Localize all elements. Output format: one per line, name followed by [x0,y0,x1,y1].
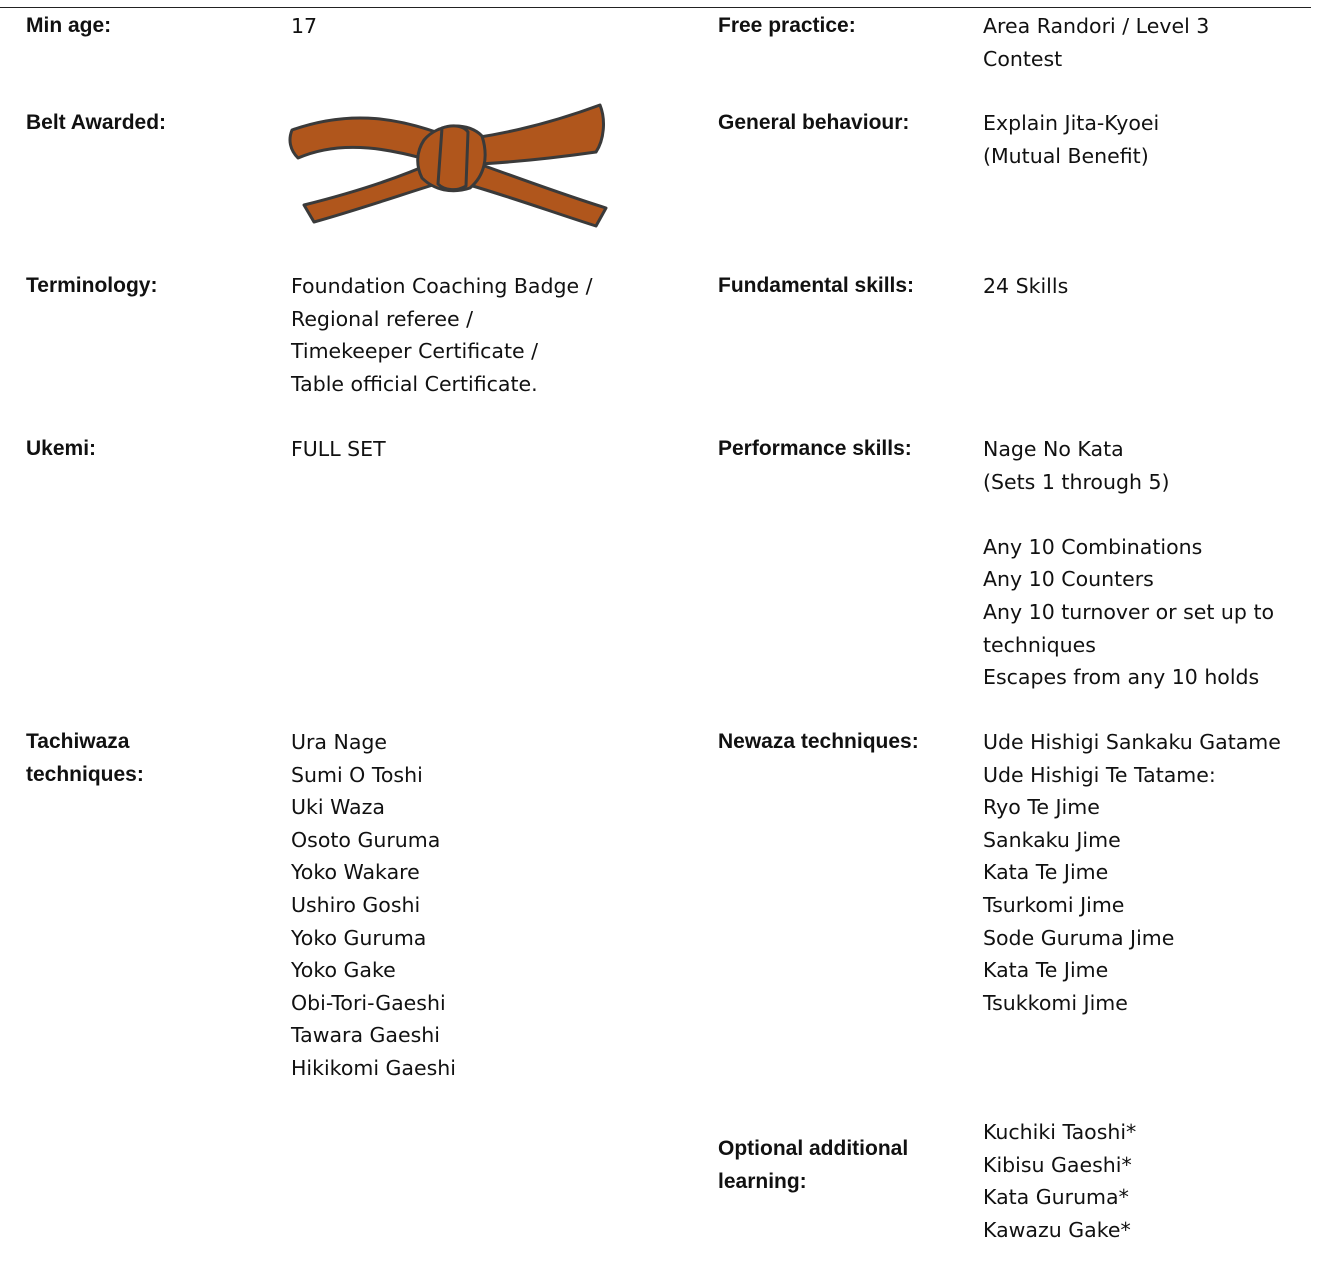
value-line: Regional referee / [291,306,473,331]
belt-right-tail [466,164,606,226]
value-line: Kata Te Jime [983,958,1109,983]
value-line: Tsurkomi Jime [983,892,1125,917]
label-line: Tachiwaza [26,730,130,753]
tachiwaza-label [26,726,144,791]
value-line: Ushiro Goshi [291,892,421,917]
value-line: Any 10 turnover or set up to [983,599,1275,624]
performance-skills-label: Performance skills: [718,437,912,460]
ukemi-label: Ukemi: [26,437,97,460]
free-practice-value [983,10,1209,75]
newaza-label: Newaza techniques: [718,730,919,753]
value-line: techniques [983,632,1096,657]
value-line: Sankaku Jime [983,827,1121,852]
value-line: Osoto Guruma [291,827,441,852]
terminology-label: Terminology: [26,274,158,297]
value-line: Any 10 Counters [983,567,1154,592]
value-line: (Sets 1 through 5) [983,469,1170,494]
newaza-value [983,726,1281,1019]
value-line: Yoko Guruma [291,925,427,950]
terminology-value [291,270,593,400]
min-age-value [291,10,317,43]
value-line: Kuchiki Taoshi* [983,1120,1137,1144]
min-age-label: Min age: [26,14,112,37]
value-line: Sode Guruma Jime [983,925,1175,950]
top-rule [0,7,1311,8]
belt-awarded-label: Belt Awarded: [26,111,167,134]
value-line: Any 10 Combinations [983,534,1203,559]
value-line: Kibisu Gaeshi* [983,1152,1132,1177]
value-line: (Mutual Benefit) [983,143,1149,168]
value-line: Tawara Gaeshi [291,1023,440,1048]
value-line: Ude Hishigi Sankaku Gatame [983,730,1281,754]
value-line: Nage No Kata [983,437,1124,461]
value-line: Obi-Tori-Gaeshi [291,990,446,1015]
value-line [983,498,1274,531]
value-line: Timekeeper Certificate / [291,339,539,364]
value-line: FULL SET [291,437,386,461]
tachiwaza-value [291,726,456,1085]
value-line: 24 Skills [983,274,1069,298]
value-line: Area Randori / Level 3 [983,14,1210,38]
value-line: Ryo Te Jime [983,795,1100,820]
value-line: Kata Guruma* [983,1185,1129,1210]
value-line: Contest [983,46,1063,71]
value-line: Kata Te Jime [983,860,1109,885]
belt-knot-band [438,126,468,190]
value-line: Yoko Wakare [291,860,420,885]
general-behaviour-label: General behaviour: [718,111,910,134]
performance-skills-value [983,433,1274,694]
optional-value [983,1116,1136,1246]
value-line: Ura Nage [291,730,388,754]
free-practice-label: Free practice: [718,14,856,37]
general-behaviour-value [983,107,1159,172]
optional-label [718,1133,908,1198]
value-line: Yoko Gake [291,958,396,983]
value-line: Uki Waza [291,795,385,820]
value-line: Ude Hishigi Te Tatame: [983,762,1216,787]
fundamental-skills-value [983,270,1068,303]
value-line: Explain Jita-Kyoei [983,111,1160,135]
value-line: Sumi O Toshi [291,762,423,787]
label-line: learning: [718,1169,807,1193]
value-line: 17 [291,14,318,38]
label-line: Optional additional [718,1137,909,1160]
ukemi-value [291,433,386,466]
brown-belt-image [284,100,614,230]
belt-right-strap [474,105,603,164]
value-line: Table official Certificate. [291,371,538,396]
fundamental-skills-label: Fundamental skills: [718,274,915,297]
value-line: Hikikomi Gaeshi [291,1055,456,1080]
value-line: Foundation Coaching Badge / [291,274,593,298]
value-line: Escapes from any 10 holds [983,665,1260,690]
label-line: techniques: [26,762,144,786]
value-line: Kawazu Gake* [983,1217,1131,1242]
value-line: Tsukkomi Jime [983,990,1128,1015]
